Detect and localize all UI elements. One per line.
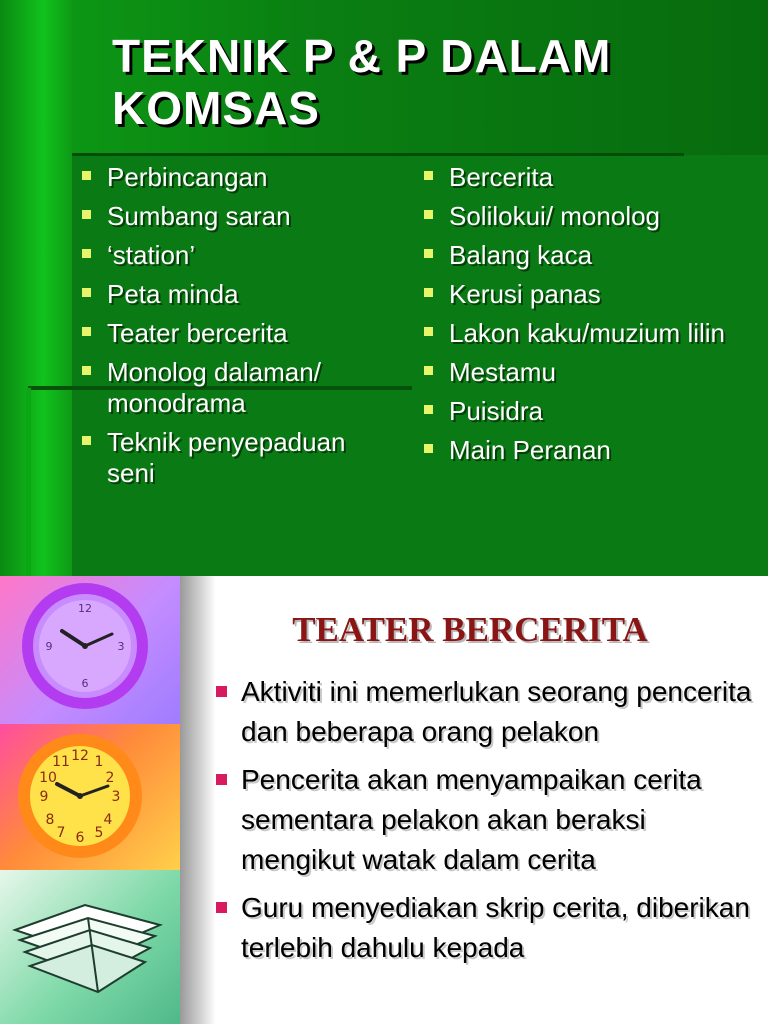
divider-line — [72, 153, 684, 156]
list-item — [80, 240, 400, 271]
square-bullet-icon — [82, 366, 91, 375]
list-item-label: Pencerita akan menyampaikan cerita sementara pelakon akan beraksi mengikut watak dalam cerita — [241, 764, 702, 875]
list-item-label: Monolog dalaman/ monodrama — [107, 357, 321, 418]
description-list — [212, 672, 752, 976]
svg-text:3: 3 — [111, 789, 121, 805]
square-bullet-icon — [216, 686, 227, 697]
svg-text:7: 7 — [56, 825, 66, 841]
list-item-label: Sumbang saran — [107, 201, 291, 231]
svg-text:2: 2 — [105, 770, 115, 786]
list-item — [422, 318, 742, 349]
list-item — [80, 427, 400, 489]
list-item — [422, 357, 742, 388]
slide-title: TEKNIK P & P DALAM KOMSAS — [112, 30, 612, 134]
open-book-icon — [0, 870, 180, 1024]
svg-text:5: 5 — [94, 825, 104, 841]
square-bullet-icon — [424, 405, 433, 414]
svg-text:1: 1 — [94, 754, 104, 770]
list-item-label: Kerusi panas — [449, 279, 601, 309]
list-item — [80, 201, 400, 232]
list-item — [422, 240, 742, 271]
list-item — [80, 279, 400, 310]
square-bullet-icon — [82, 327, 91, 336]
list-item-label: Solilokui/ monolog — [449, 201, 661, 231]
square-bullet-icon — [82, 171, 91, 180]
technique-list-left — [80, 162, 400, 497]
list-item-label: Lakon kaku/muzium lilin — [449, 318, 726, 348]
list-item-label: Peta minda — [107, 279, 239, 309]
list-item — [422, 279, 742, 310]
svg-text:10: 10 — [39, 770, 57, 786]
svg-text:12: 12 — [71, 748, 89, 764]
list-item — [422, 162, 742, 193]
square-bullet-icon — [216, 774, 227, 785]
square-bullet-icon — [424, 288, 433, 297]
slide-teater-bercerita — [0, 576, 768, 1024]
svg-text:3: 3 — [117, 640, 125, 653]
photo-strip — [0, 576, 180, 1024]
list-item — [422, 435, 742, 466]
svg-text:12: 12 — [78, 602, 92, 615]
svg-text:8: 8 — [45, 812, 55, 828]
list-item — [212, 672, 752, 752]
square-bullet-icon — [82, 436, 91, 445]
square-bullet-icon — [424, 327, 433, 336]
list-item-label: Mestamu — [449, 357, 556, 387]
background-band-left — [0, 0, 72, 576]
square-bullet-icon — [424, 210, 433, 219]
square-bullet-icon — [424, 366, 433, 375]
technique-list-right — [422, 162, 742, 474]
list-item — [212, 888, 752, 968]
square-bullet-icon — [82, 288, 91, 297]
list-item-label: Main Peranan — [449, 435, 611, 465]
list-item — [212, 760, 752, 880]
list-item-label: Teater bercerita — [107, 318, 288, 348]
divider-line-vertical — [26, 388, 31, 576]
list-item-label: Perbincangan — [107, 162, 268, 192]
svg-text:11: 11 — [52, 754, 70, 770]
svg-text:6: 6 — [81, 677, 89, 690]
svg-text:9: 9 — [45, 640, 53, 653]
list-item-label: Bercerita — [449, 162, 554, 192]
list-item-label: Guru menyediakan skrip cerita, diberikan terlebih dahulu kepada — [241, 892, 750, 963]
list-item-label: Puisidra — [449, 396, 543, 426]
svg-text:9: 9 — [39, 789, 49, 805]
list-item — [422, 396, 742, 427]
square-bullet-icon — [82, 210, 91, 219]
slide-title: TEATER BERCERITA — [292, 610, 648, 649]
list-item — [80, 318, 400, 349]
list-item-label: Balang kaca — [449, 240, 593, 270]
list-item — [422, 201, 742, 232]
list-item-label: Aktiviti ini memerlukan seorang pencerita dan beberapa orang pelakon — [241, 676, 752, 747]
list-item-label: ‘station’ — [107, 240, 196, 270]
list-item — [80, 357, 400, 419]
square-bullet-icon — [216, 902, 227, 913]
orange-clock-icon — [0, 724, 180, 870]
list-item-label: Teknik penyepaduan seni — [107, 427, 346, 488]
square-bullet-icon — [82, 249, 91, 258]
list-item — [80, 162, 400, 193]
svg-text:4: 4 — [103, 812, 113, 828]
square-bullet-icon — [424, 444, 433, 453]
svg-text:6: 6 — [75, 830, 85, 846]
square-bullet-icon — [424, 171, 433, 180]
purple-clock-icon — [0, 576, 180, 724]
square-bullet-icon — [424, 249, 433, 258]
